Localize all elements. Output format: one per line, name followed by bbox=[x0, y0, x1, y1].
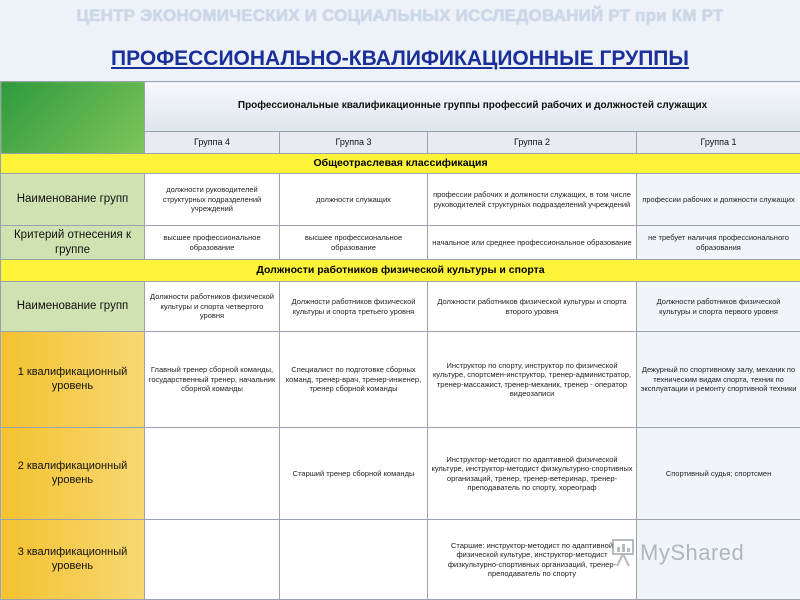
table-cell: должности служащих bbox=[280, 174, 428, 226]
table-cell bbox=[145, 428, 280, 520]
table-cell: должности руководителей структурных подразделений учреждений bbox=[145, 174, 280, 226]
table-cell: Дежурный по спортивному залу, механик по техническим видам спорта, техник по эксплуатации и ремонту спортивной техники bbox=[637, 332, 800, 428]
section-general-row bbox=[1, 154, 800, 174]
header-corner-cell bbox=[1, 82, 145, 154]
group-header-3: Группа 3 bbox=[280, 132, 428, 154]
row-label-group-names: Наименование групп bbox=[1, 174, 145, 226]
table-row bbox=[1, 520, 800, 600]
table-cell: профессии рабочих и должности служащих, в том числе руководителей структурных подразделений учреждений bbox=[428, 174, 637, 226]
table-row bbox=[1, 282, 800, 332]
qualification-table bbox=[0, 81, 800, 600]
table-cell: Специалист по подготовке сборных команд, тренер-врач, тренер-инженер, тренер сборной команды bbox=[280, 332, 428, 428]
table-cell: Должности работников физической культуры и спорта второго уровня bbox=[428, 282, 637, 332]
group-header-4: Группа 4 bbox=[145, 132, 280, 154]
section-general-title: Общеотраслевая классификация bbox=[1, 154, 800, 174]
table-cell: Должности работников физической культуры и спорта четвертого уровня bbox=[145, 282, 280, 332]
table-cell bbox=[280, 520, 428, 600]
table-cell: профессии рабочих и должности служащих bbox=[637, 174, 800, 226]
row-label-level-2: 2 квалификационный уровень bbox=[1, 428, 145, 520]
main-header-cell: Профессиональные квалификационные группы профессий рабочих и должностей служащих bbox=[145, 82, 800, 132]
table-cell bbox=[145, 520, 280, 600]
table-cell: Инструктор-методист по адаптивной физической культуре, инструктор-методист физкультурно-спортивных организаций, тренер, тренер-ветеринар, тренер-преподаватель по спорту, хореограф bbox=[428, 428, 637, 520]
table-cell: не требует наличия профессионального образования bbox=[637, 226, 800, 260]
row-label-level-3: 3 квалификационный уровень bbox=[1, 520, 145, 600]
table-cell: Инструктор по спорту, инструктор по физической культуре, спортсмен-инструктор, тренер-администратор, тренер-массажист, тренер-механик, тренер - оператор видеозаписи bbox=[428, 332, 637, 428]
table-row bbox=[1, 174, 800, 226]
organization-title: ЦЕНТР ЭКОНОМИЧЕСКИХ И СОЦИАЛЬНЫХ ИССЛЕДОВАНИЙ РТ при КМ РТ bbox=[76, 6, 724, 25]
table-cell: Главный тренер сборной команды, государственный тренер, начальник сборной команды bbox=[145, 332, 280, 428]
table-cell: Спортивный судья; спортсмен bbox=[637, 428, 800, 520]
table-cell: Должности работников физической культуры и спорта третьего уровня bbox=[280, 282, 428, 332]
watermark-text: MyShared bbox=[640, 540, 745, 565]
row-label-sport-group-names: Наименование групп bbox=[1, 282, 145, 332]
table-cell: высшее профессиональное образование bbox=[280, 226, 428, 260]
table-cell: высшее профессиональное образование bbox=[145, 226, 280, 260]
table-row bbox=[1, 428, 800, 520]
header-row bbox=[1, 82, 800, 132]
table-cell: Старшие: инструктор-методист по адаптивной физической культуре, инструктор-методист физкультурно-спортивных организаций, тренер-преподаватель по спорту bbox=[428, 520, 637, 600]
table-cell: Должности работников физической культуры и спорта первого уровня bbox=[637, 282, 800, 332]
row-label-criterion: Критерий отнесения к группе bbox=[1, 226, 145, 260]
table-cell: начальное или среднее профессиональное образование bbox=[428, 226, 637, 260]
group-header-2: Группа 2 bbox=[428, 132, 637, 154]
section-sport-row bbox=[1, 260, 800, 282]
table-row bbox=[1, 226, 800, 260]
section-sport-title: Должности работников физической культуры и спорта bbox=[1, 260, 800, 282]
group-header-1: Группа 1 bbox=[637, 132, 800, 154]
table-cell: Старший тренер сборной команды bbox=[280, 428, 428, 520]
table-cell bbox=[637, 520, 800, 600]
row-label-level-1: 1 квалификационный уровень bbox=[1, 332, 145, 428]
page-title: ПРОФЕССИОНАЛЬНО-КВАЛИФИКАЦИОННЫЕ ГРУППЫ bbox=[111, 47, 689, 70]
table-row bbox=[1, 332, 800, 428]
